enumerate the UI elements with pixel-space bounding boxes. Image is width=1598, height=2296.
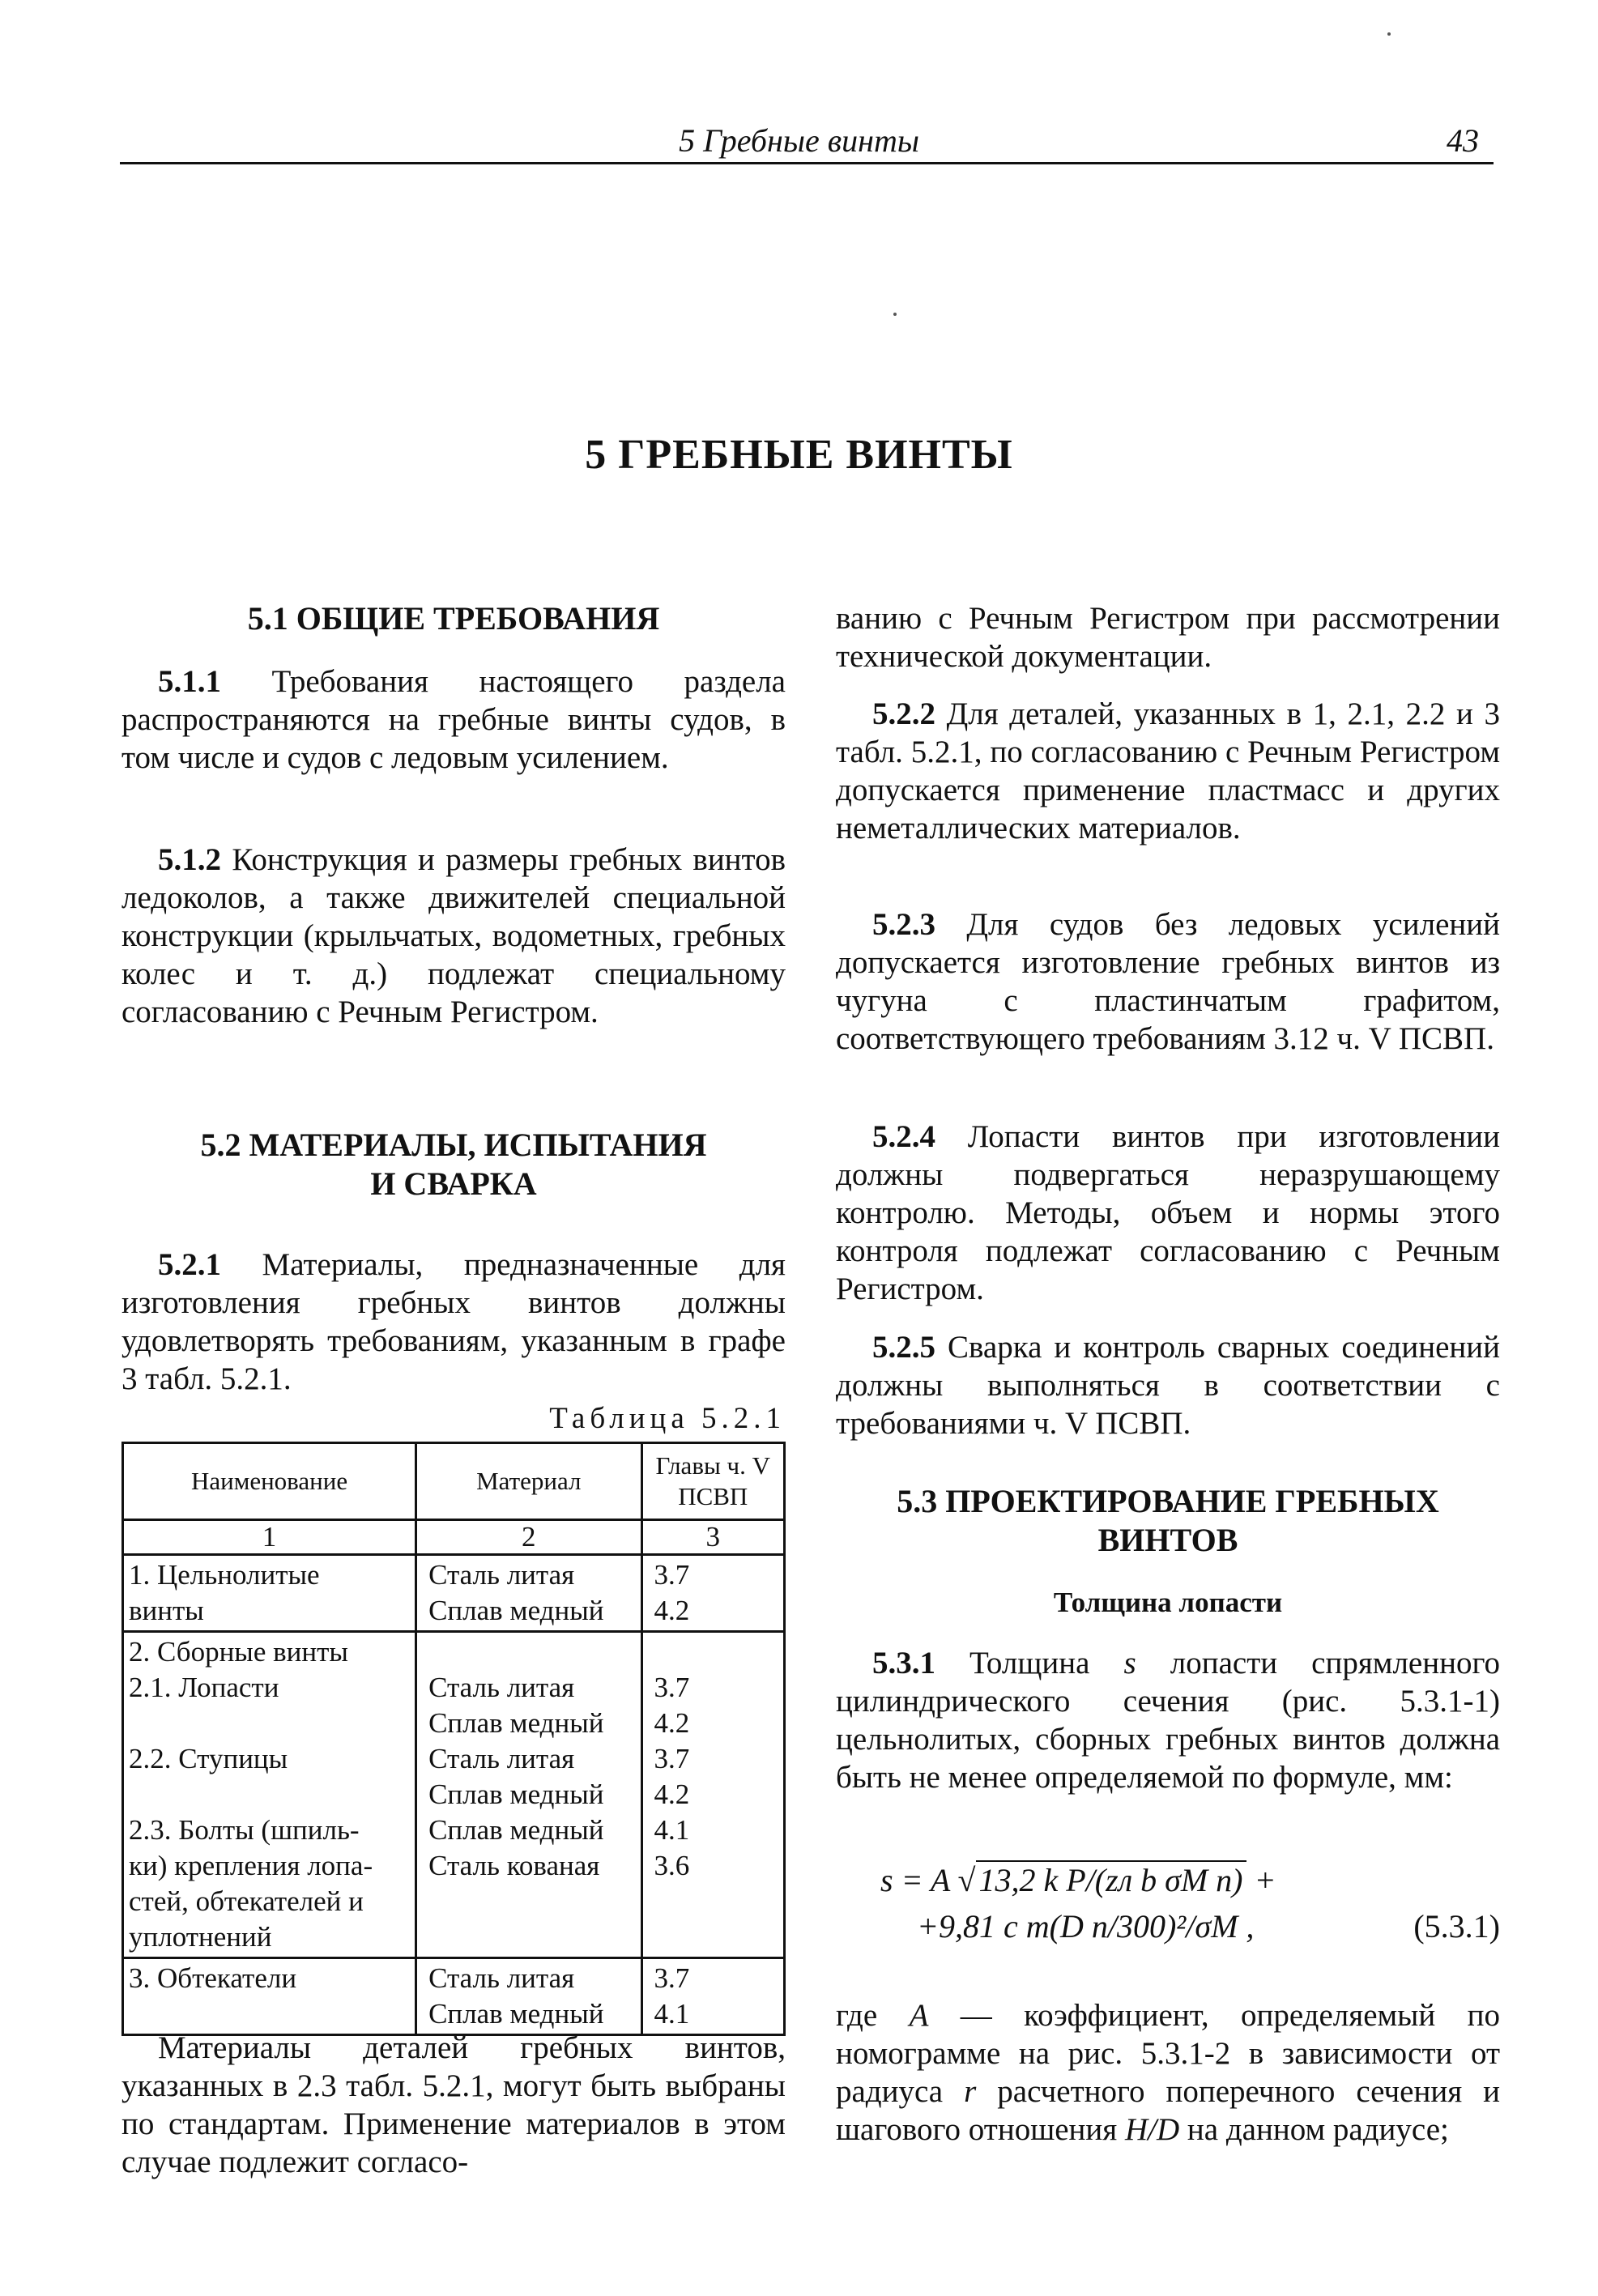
paragraph-text: на данном радиусе; — [1179, 2112, 1449, 2147]
paragraph-text: Толщина — [935, 1646, 1124, 1680]
paragraph-5-2-1 — [121, 1246, 786, 1398]
formula-radicand: 13,2 k P/(zл b σМ n) — [976, 1860, 1246, 1898]
table-cell — [641, 1958, 784, 2035]
cell-text: ки) крепления лопа- — [129, 1850, 373, 1881]
cell-text: Сплав медный — [428, 1707, 604, 1739]
table-row — [123, 1632, 785, 1958]
subsection-blade-thickness — [836, 1583, 1500, 1621]
cell-text: 3.7 — [654, 1672, 690, 1703]
table-header-cell: Наименование — [123, 1443, 416, 1520]
cell-spacer — [428, 1634, 635, 1670]
cell-text: Сплав медный — [428, 1595, 604, 1626]
cell-text: 4.2 — [654, 1778, 690, 1810]
cell-text: 3.6 — [654, 1850, 690, 1881]
symbol-A: A — [909, 1998, 929, 2033]
paragraph-5-2-3 — [836, 905, 1500, 1058]
table-caption — [121, 1399, 786, 1438]
symbol-s: s — [1123, 1646, 1136, 1680]
paragraph-text: расчетного поперечного сечения и шагового отношения — [836, 2074, 1500, 2147]
cell-text: 1. Цельнолитые — [129, 1559, 320, 1591]
running-title: 5 Гребные винты — [679, 122, 919, 159]
paragraph-text: — коэффициент, определяемый по номограмме на рис. 5.3.1-2 в зависимости от радиуса — [836, 1998, 1500, 2109]
cell-text: Сталь кованая — [428, 1850, 600, 1881]
symbol-H-D: H/D — [1124, 2112, 1180, 2147]
cell-text: Сталь литая — [428, 1962, 575, 1994]
paragraph-5-2-4 — [836, 1118, 1500, 1308]
paragraph-text: ванию с Речным Регистром при рассмотрении технической документации. — [836, 601, 1500, 674]
paragraph-5-3-1 — [836, 1644, 1500, 1796]
formula-line-2: +9,81 c m(D n/300)²/σМ , — [917, 1908, 1255, 1945]
paragraph-text: где — [836, 1998, 910, 2033]
cell-text: 3. Обтекатели — [129, 1962, 297, 1994]
section-title-5-1: 5.1 ОБЩИЕ ТРЕБОВАНИЯ — [247, 600, 660, 637]
table-cell — [123, 1555, 416, 1632]
cell-text: 2.1. Лопасти — [129, 1672, 279, 1703]
paragraph-text: Для судов без ледовых усилений допускается изготовление гребных винтов из чугуна с пластинчатым графитом, соответствующего требованиям 3.12 ч. V ПСВП. — [836, 907, 1500, 1056]
section-title-5-3-line1: 5.3 ПРОЕКТИРОВАНИЕ ГРЕБНЫХ — [897, 1483, 1439, 1519]
header-rule — [120, 162, 1494, 164]
scan-speck — [1387, 32, 1391, 36]
formula-5-3-1 — [836, 1861, 1500, 1956]
clause-number: 5.3.1 — [872, 1646, 935, 1680]
paragraph-where — [836, 1996, 1500, 2149]
clause-number: 5.1.1 — [158, 664, 221, 699]
formula-tail: + — [1246, 1862, 1276, 1898]
subsection-title: Толщина лопасти — [1053, 1587, 1283, 1618]
clause-number: 5.1.2 — [158, 842, 221, 877]
section-title-5-3-line2: ВИНТОВ — [1097, 1522, 1238, 1558]
column-number: 1 — [123, 1520, 416, 1555]
cell-spacer — [129, 1777, 410, 1813]
clause-number: 5.2.2 — [872, 696, 935, 731]
cell-text: 3.7 — [654, 1962, 690, 1994]
clause-number: 5.2.5 — [872, 1330, 935, 1365]
cell-text: Сталь литая — [428, 1559, 575, 1591]
chapter-title: 5 ГРЕБНЫЕ ВИНТЫ — [585, 432, 1013, 478]
cell-text: 2.2. Ступицы — [129, 1743, 288, 1774]
cell-text: Сталь литая — [428, 1672, 575, 1703]
table-cell — [641, 1555, 784, 1632]
section-title-5-2-line2: И СВАРКА — [370, 1165, 537, 1202]
cell-spacer — [654, 1634, 778, 1670]
formula-line-2-row — [836, 1907, 1500, 1956]
table-cell — [641, 1632, 784, 1958]
table-row — [123, 1958, 785, 2035]
paragraph-text: Для деталей, указанных в 1, 2.1, 2.2 и 3 табл. 5.2.1, по согласованию с Речным Регистром допускается применение пластмасс и других неметаллических материалов. — [836, 696, 1500, 846]
section-5-1 — [121, 599, 786, 638]
paragraph-text: Требования настоящего раздела распространяются на гребные винты судов, в том числе и судов с ледовым усилением. — [121, 664, 786, 775]
table-header-cell: Главы ч. V ПСВП — [641, 1443, 784, 1520]
table-cell — [123, 1958, 416, 2035]
cell-text: 4.2 — [654, 1595, 690, 1626]
column-number: 2 — [416, 1520, 641, 1555]
paragraph-text: Материалы, предназначенные для изготовления гребных винтов должны удовлетворять требованиям, указанным в графе 3 табл. 5.2.1. — [121, 1247, 786, 1396]
paragraph-5-1-1 — [121, 662, 786, 777]
paragraph-text: Материалы деталей гребных винтов, указанных в 2.3 табл. 5.2.1, могут быть выбраны по стандартам. Применение материалов в этом случае подлежит согласо- — [121, 2030, 786, 2179]
table-header-cell: Материал — [416, 1443, 641, 1520]
table-cell — [416, 1555, 641, 1632]
cell-text: винты — [129, 1595, 204, 1626]
formula-line-1 — [836, 1861, 1500, 1899]
section-title-5-2-line1: 5.2 МАТЕРИАЛЫ, ИСПЫТАНИЯ — [200, 1127, 707, 1163]
scan-speck — [893, 313, 897, 316]
cell-text: Сплав медный — [428, 1778, 604, 1810]
cell-text: 4.1 — [654, 1998, 690, 2030]
cell-text: 3.7 — [654, 1559, 690, 1591]
column-number: 3 — [641, 1520, 784, 1555]
paragraph-text: Сварка и контроль сварных соединений должны выполняться в соответствии с требованиями ч. V ПСВП. — [836, 1330, 1500, 1441]
table-cell — [416, 1632, 641, 1958]
cell-text: 2.3. Болты (шпиль- — [129, 1814, 360, 1846]
cell-text: 4.1 — [654, 1814, 690, 1846]
cell-text: стей, обтекателей и — [129, 1885, 364, 1917]
cell-text: уплотнений — [129, 1921, 272, 1953]
formula-lhs: s = A — [880, 1862, 950, 1898]
table-cell — [123, 1632, 416, 1958]
page-number: 43 — [1447, 122, 1479, 159]
cell-spacer — [129, 1706, 410, 1741]
clause-number: 5.2.4 — [872, 1119, 935, 1154]
paragraph-after-table — [121, 2029, 786, 2181]
paragraph-5-1-2 — [121, 841, 786, 1031]
clause-number: 5.2.3 — [872, 907, 935, 942]
cell-text: Сталь литая — [428, 1743, 575, 1774]
paragraph-text: лопасти спрямленного цилиндрического сечения (рис. 5.3.1-1) цельнолитых, сборных гребных винтов должна быть не менее определяемой по формуле, мм: — [836, 1646, 1500, 1795]
paragraph-5-2-2 — [836, 695, 1500, 847]
paragraph-continuation — [836, 599, 1500, 675]
paragraph-text: Конструкция и размеры гребных винтов ледоколов, а также движителей специальной конструкции (крыльчатых, водометных, гребных колес и т. д.) подлежат специальному согласованию с Речным Регистром. — [121, 842, 786, 1029]
table-header-row — [123, 1443, 785, 1520]
cell-text: Сплав медный — [428, 1998, 604, 2030]
table-row — [123, 1555, 785, 1632]
cell-text: Сплав медный — [428, 1814, 604, 1846]
sqrt-sign: √ — [957, 1862, 976, 1898]
symbol-r: r — [964, 2074, 977, 2109]
section-5-3 — [836, 1482, 1500, 1560]
table-cell — [416, 1958, 641, 2035]
paragraph-5-2-5 — [836, 1328, 1500, 1442]
clause-number: 5.2.1 — [158, 1247, 221, 1282]
table-5-2-1 — [121, 1442, 786, 2036]
paragraph-text: Лопасти винтов при изготовлении должны подвергаться неразрушающему контролю. Методы, объем и нормы этого контроля подлежат согласованию с Речным Регистром. — [836, 1119, 1500, 1306]
formula-number: (5.3.1) — [1413, 1908, 1500, 1945]
table-caption-text: Таблица 5.2.1 — [549, 1402, 786, 1435]
section-5-2 — [121, 1126, 786, 1203]
cell-text: 2. Сборные винты — [129, 1636, 348, 1668]
cell-text: 4.2 — [654, 1707, 690, 1739]
table-column-number-row — [123, 1520, 785, 1555]
cell-text: 3.7 — [654, 1743, 690, 1774]
